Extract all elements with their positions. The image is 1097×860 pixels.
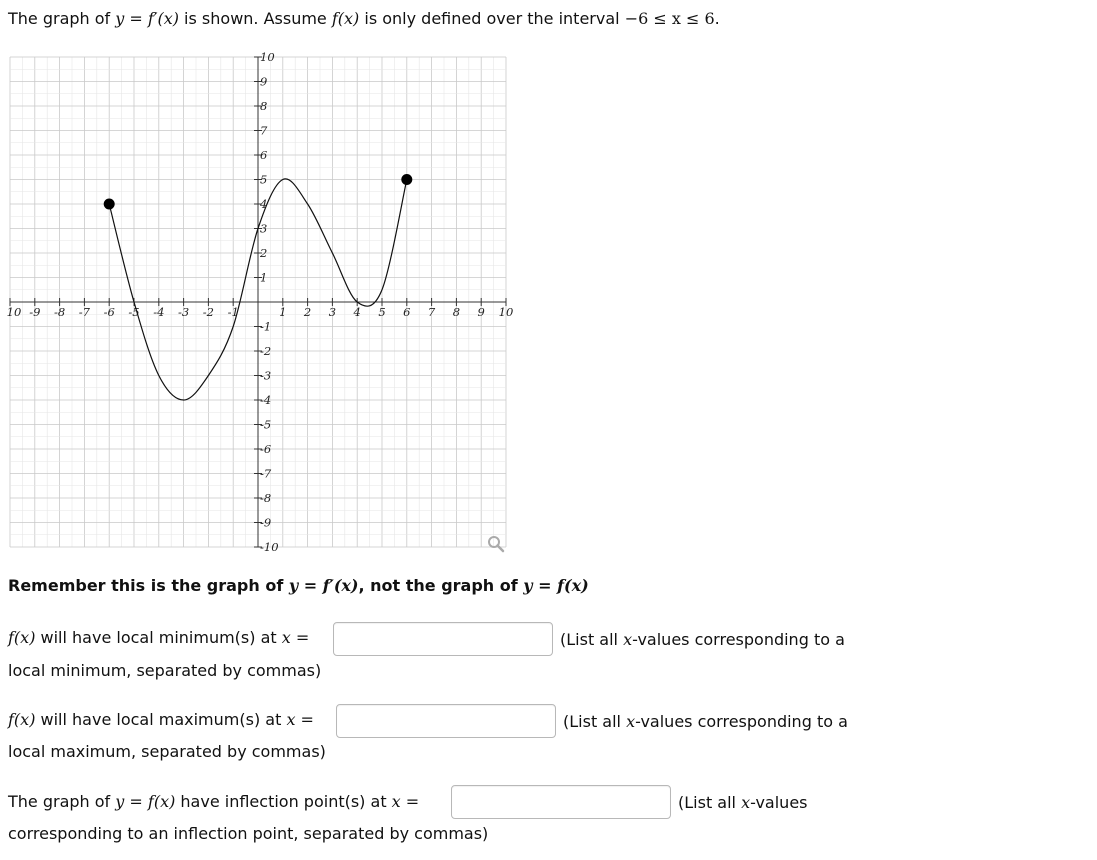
y-tick-label: -2 xyxy=(260,344,272,358)
x-tick-label: -9 xyxy=(29,305,41,319)
y-tick-label: 8 xyxy=(260,99,268,113)
y-tick-label: -1 xyxy=(260,319,272,334)
q2-hint-math: x xyxy=(626,712,636,731)
q1-hint-math: x xyxy=(623,630,633,649)
x-tick-label: -1 xyxy=(227,305,239,319)
magnifier-icon[interactable] xyxy=(489,537,503,551)
y-tick-label: 5 xyxy=(260,172,268,187)
y-tick-label: -7 xyxy=(260,466,272,481)
intro-text: . xyxy=(714,9,720,28)
y-tick-label: 2 xyxy=(260,246,268,260)
y-tick-label: -5 xyxy=(260,417,272,432)
derivative-graph xyxy=(0,48,520,558)
q3-hint-text: (List all xyxy=(678,793,742,812)
intro-text: is only defined over the interval xyxy=(359,9,625,28)
y-tick-label: 10 xyxy=(260,50,275,64)
x-tick-label: 1 xyxy=(279,305,287,319)
q1-hint-text-2: -values corresponding to a xyxy=(632,630,845,649)
x-tick-label: 10 xyxy=(6,305,22,319)
reminder-math-derivative: y = f′(x) xyxy=(288,576,359,595)
x-tick-label: 7 xyxy=(427,305,436,319)
y-tick-label: 4 xyxy=(260,197,268,211)
x-tick-label: 5 xyxy=(378,305,386,319)
q2-hint-text-2: -values corresponding to a xyxy=(635,712,848,731)
x-tick-label: -3 xyxy=(177,305,190,319)
x-tick-label: 10 xyxy=(498,305,514,319)
x-tick-label: 2 xyxy=(303,305,312,319)
x-tick-label: -5 xyxy=(128,305,140,319)
intro-math-derivative: y = f′(x) xyxy=(115,9,179,28)
x-tick-label: -6 xyxy=(103,305,115,319)
local-max-input[interactable] xyxy=(336,704,556,738)
y-tick-label: -10 xyxy=(260,540,279,554)
inflection-input[interactable] xyxy=(451,785,671,819)
intro-math-function: f(x) xyxy=(331,9,360,28)
reminder-text: Remember this is the graph of xyxy=(8,576,289,595)
x-tick-label: 8 xyxy=(452,305,461,319)
q3-text: have inflection point(s) at xyxy=(175,792,392,811)
intro-math-interval: −6 ≤ x ≤ 6 xyxy=(624,9,715,28)
q3-hint-math: x xyxy=(741,793,751,812)
x-tick-label: 9 xyxy=(477,305,485,319)
y-tick-label: -4 xyxy=(260,393,272,407)
q3-math-function: y = f(x) xyxy=(115,792,176,811)
y-tick-label: 1 xyxy=(260,270,268,285)
y-tick-label: -8 xyxy=(260,491,272,505)
q1-hint xyxy=(560,630,845,649)
x-tick-label: -8 xyxy=(53,305,66,319)
y-tick-label: 7 xyxy=(260,123,268,138)
x-tick-label: 4 xyxy=(353,305,361,319)
q3-text-lead: The graph of xyxy=(8,792,116,811)
q1-hint-line2: local minimum, separated by commas) xyxy=(8,661,322,680)
local-min-input[interactable] xyxy=(333,622,553,656)
y-tick-label: -9 xyxy=(260,515,272,530)
question-local-min xyxy=(8,628,309,647)
reminder-text: , not the graph of xyxy=(358,576,524,595)
q3-hint xyxy=(678,793,808,812)
x-tick-label: -4 xyxy=(153,305,165,319)
y-tick-label: -6 xyxy=(260,442,272,456)
intro-text: is shown. Assume xyxy=(178,9,332,28)
reminder-note xyxy=(8,576,589,595)
q3-math-x: x = xyxy=(391,792,420,811)
q2-hint xyxy=(563,712,848,731)
question-local-max xyxy=(8,710,314,729)
q1-hint-text: (List all xyxy=(560,630,624,649)
question-inflection xyxy=(8,792,419,811)
x-tick-label: 6 xyxy=(403,305,411,319)
endpoint-dot xyxy=(402,175,412,185)
intro-text: The graph of xyxy=(8,9,116,28)
q2-hint-text: (List all xyxy=(563,712,627,731)
y-tick-label: 9 xyxy=(260,74,268,89)
q3-hint-text-2: -values xyxy=(750,793,808,812)
y-tick-label: -3 xyxy=(260,368,272,383)
q3-hint-line2: corresponding to an inflection point, separated by commas) xyxy=(8,824,489,843)
q2-hint-line2: local maximum, separated by commas) xyxy=(8,742,326,761)
x-tick-label: -7 xyxy=(78,305,91,319)
endpoint-dot xyxy=(104,199,114,209)
y-tick-label: 6 xyxy=(260,148,268,162)
x-tick-label: 3 xyxy=(328,305,337,319)
q1-math-x: x = xyxy=(281,628,310,647)
q2-text: will have local maximum(s) at xyxy=(35,710,287,729)
y-tick-label: 3 xyxy=(260,221,268,236)
x-tick-label: -2 xyxy=(202,305,215,319)
reminder-math-function: y = f(x) xyxy=(523,576,589,595)
q2-math-x: x = xyxy=(286,710,314,729)
q2-math-function: f(x) xyxy=(8,710,36,729)
problem-intro xyxy=(8,9,720,28)
q1-text: will have local minimum(s) at xyxy=(35,628,282,647)
q1-math-function: f(x) xyxy=(8,628,36,647)
